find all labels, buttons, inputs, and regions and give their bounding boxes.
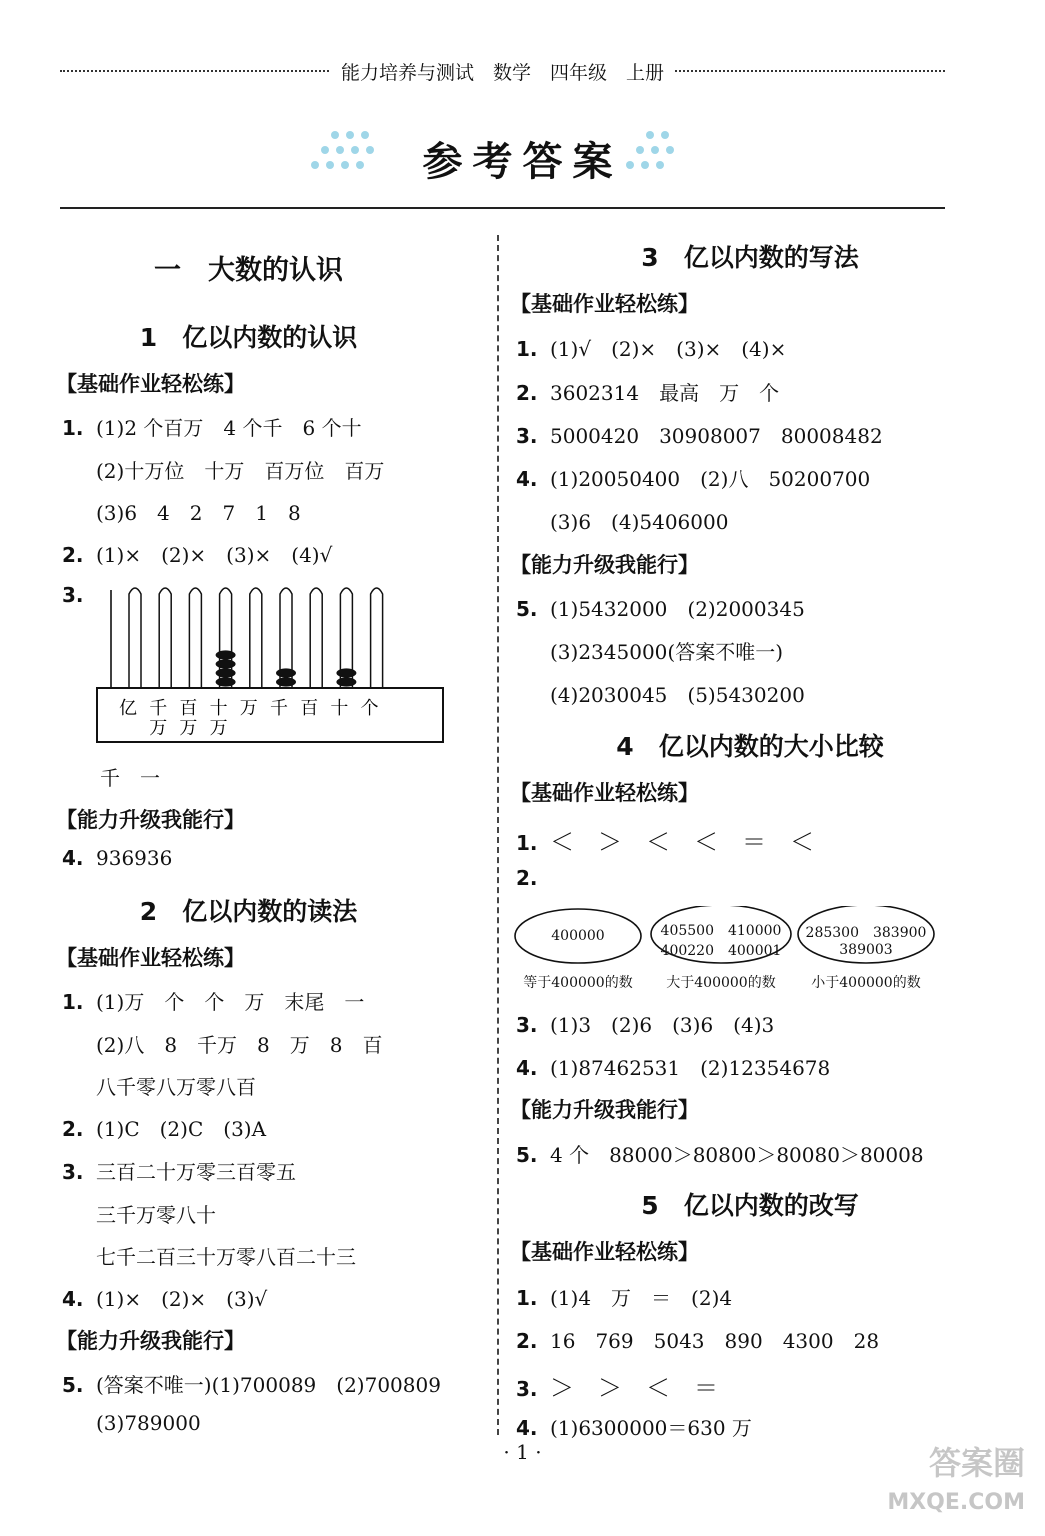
oval3-caption: 小于400000的数: [811, 975, 921, 991]
s3-q5-line1: 5. (1)5432000 (2)2000345: [516, 597, 805, 621]
s3-q5-line3: (4)2030045 (5)5430200: [550, 683, 805, 707]
abacus-bead: [336, 668, 356, 677]
s3-q3: 3. 5000420 30908007 80008482: [516, 424, 883, 448]
oval1-caption: 等于400000的数: [523, 975, 633, 991]
s3-q1: 1. (1)√ (2)× (3)× (4)×: [516, 337, 787, 361]
section-4-heading: 4 亿以内数的大小比较: [616, 732, 884, 761]
abacus-place-label: 千: [149, 698, 168, 719]
page-number: · 1 ·: [503, 1440, 542, 1464]
s2-q5-line1: 5. (答案不唯一)(1)700089 (2)700809: [62, 1373, 441, 1397]
s4-q1: 1. ＜ ＞ ＜ ＜ ＝ ＜: [516, 828, 814, 856]
abacus-figure: [95, 578, 445, 748]
s4-q2-number: 2.: [516, 866, 538, 890]
abacus-place-label: 百: [179, 698, 198, 719]
s1-q1-line2: (2)十万位 十万 百万位 百万: [96, 459, 385, 483]
s2-q4: 4. (1)× (2)× (3)√: [62, 1287, 268, 1311]
s2-q1-line3: 八千零八万零八百: [96, 1075, 256, 1099]
title-rule: [60, 207, 945, 209]
s1-q4: 4. 936936: [62, 846, 173, 870]
s2-q3-line3: 七千二百三十万零八百二十三: [96, 1245, 356, 1269]
s3-tag-advanced: 【能力升级我能行】: [510, 553, 699, 577]
oval2-text-2: 400220 400001: [660, 943, 782, 959]
s5-q4: 4. (1)6300000＝630 万: [516, 1416, 752, 1440]
watermark-logo: 答案圈: [928, 1444, 1025, 1482]
s1-q1-line3: (3)6 4 2 7 1 8: [96, 501, 301, 525]
s3-q2: 2. 3602314 最高 万 个: [516, 381, 780, 405]
s1-q3-answer: 千 一: [100, 766, 160, 790]
header-text: 能力培养与测试 数学 四年级 上册: [331, 62, 674, 84]
abacus-bead: [216, 668, 236, 677]
abacus-place-label: 十: [209, 698, 228, 719]
abacus-rod: [159, 588, 171, 688]
s3-q4-line1: 4. (1)20050400 (2)八 50200700: [516, 467, 871, 491]
abacus-rod: [371, 588, 383, 688]
abacus-rod: [250, 588, 262, 688]
abacus-bead: [216, 650, 236, 659]
section-1-heading: 1 亿以内数的认识: [139, 323, 358, 352]
chapter-heading: 一 大数的认识: [154, 255, 343, 286]
s2-q2: 2. (1)C (2)C (3)A: [62, 1117, 267, 1141]
s3-q5-line2: (3)2345000(答案不唯一): [550, 640, 784, 664]
abacus-place-label-2: 万: [179, 718, 198, 739]
s2-tag-basic: 【基础作业轻松练】: [56, 946, 245, 970]
s4-q4: 4. (1)87462531 (2)12354678: [516, 1056, 831, 1080]
abacus-place-label-2: 万: [209, 718, 228, 739]
abacus-place-label: 个: [360, 698, 379, 719]
s5-q3: 3. ＞ ＞ ＜ ＝: [516, 1374, 718, 1402]
abacus-rod: [310, 588, 322, 688]
s2-q3-line2: 三千万零八十: [96, 1203, 216, 1227]
abacus-bead: [276, 677, 296, 686]
s5-tag-basic: 【基础作业轻松练】: [510, 1240, 699, 1264]
s2-q5-line2: (3)789000: [96, 1411, 201, 1435]
abacus-bead: [216, 659, 236, 668]
s5-q2: 2. 16 769 5043 890 4300 28: [516, 1329, 880, 1353]
abacus-place-label: 百: [300, 698, 319, 719]
column-divider: [497, 235, 499, 1435]
abacus-place-label: 万: [239, 698, 258, 719]
abacus-place-label: 千: [270, 698, 288, 719]
s1-q2: 2. (1)× (2)× (3)× (4)√: [62, 543, 333, 567]
s4-tag-basic: 【基础作业轻松练】: [510, 781, 699, 805]
page-title: 参考答案: [422, 139, 623, 185]
abacus-bead: [336, 677, 356, 686]
s4-q5: 5. 4 个 88000＞80800＞80080＞80008: [516, 1143, 924, 1167]
abacus-bead: [216, 677, 236, 686]
watermark-url: MXQE.COM: [887, 1490, 1025, 1515]
s4-q3: 3. (1)3 (2)6 (3)6 (4)3: [516, 1013, 775, 1037]
abacus-rod: [129, 588, 141, 688]
s2-q1-line1: 1. (1)万 个 个 万 末尾 一: [62, 990, 365, 1014]
section-2-heading: 2 亿以内数的读法: [139, 897, 358, 926]
s4-tag-advanced: 【能力升级我能行】: [510, 1098, 699, 1122]
running-header: [60, 58, 945, 82]
title-decoration-right-icon: [620, 130, 700, 180]
s2-q1-line2: (2)八 8 千万 8 万 8 百: [96, 1033, 383, 1057]
section-5-heading: 5 亿以内数的改写: [641, 1191, 859, 1220]
s3-tag-basic: 【基础作业轻松练】: [510, 292, 699, 316]
oval3-text-1: 285300 383900: [805, 925, 927, 941]
s5-q1: 1. (1)4 万 ＝ (2)4: [516, 1286, 733, 1310]
abacus-place-label: 亿: [119, 698, 137, 719]
abacus-bead: [276, 668, 296, 677]
oval3-text-2: 389003: [839, 942, 893, 958]
section-3-heading: 3 亿以内数的写法: [641, 243, 859, 272]
s1-q1-line1: 1. (1)2 个百万 4 个千 6 个十: [62, 416, 362, 440]
oval2-text-1: 405500 410000: [660, 923, 782, 939]
s1-tag-advanced: 【能力升级我能行】: [56, 808, 245, 832]
abacus-rod: [189, 588, 201, 688]
abacus-place-label-2: 万: [149, 718, 168, 739]
s1-q3-number: 3.: [62, 583, 84, 607]
s2-tag-advanced: 【能力升级我能行】: [56, 1329, 245, 1353]
s1-tag-basic: 【基础作业轻松练】: [56, 372, 245, 396]
s2-q3-line1: 3. 三百二十万零三百零五: [62, 1160, 296, 1184]
s3-q4-line2: (3)6 (4)5406000: [550, 510, 729, 534]
oval2-caption: 大于400000的数: [666, 975, 776, 991]
abacus-place-label: 十: [330, 698, 349, 719]
oval1-text: 400000: [551, 928, 605, 944]
